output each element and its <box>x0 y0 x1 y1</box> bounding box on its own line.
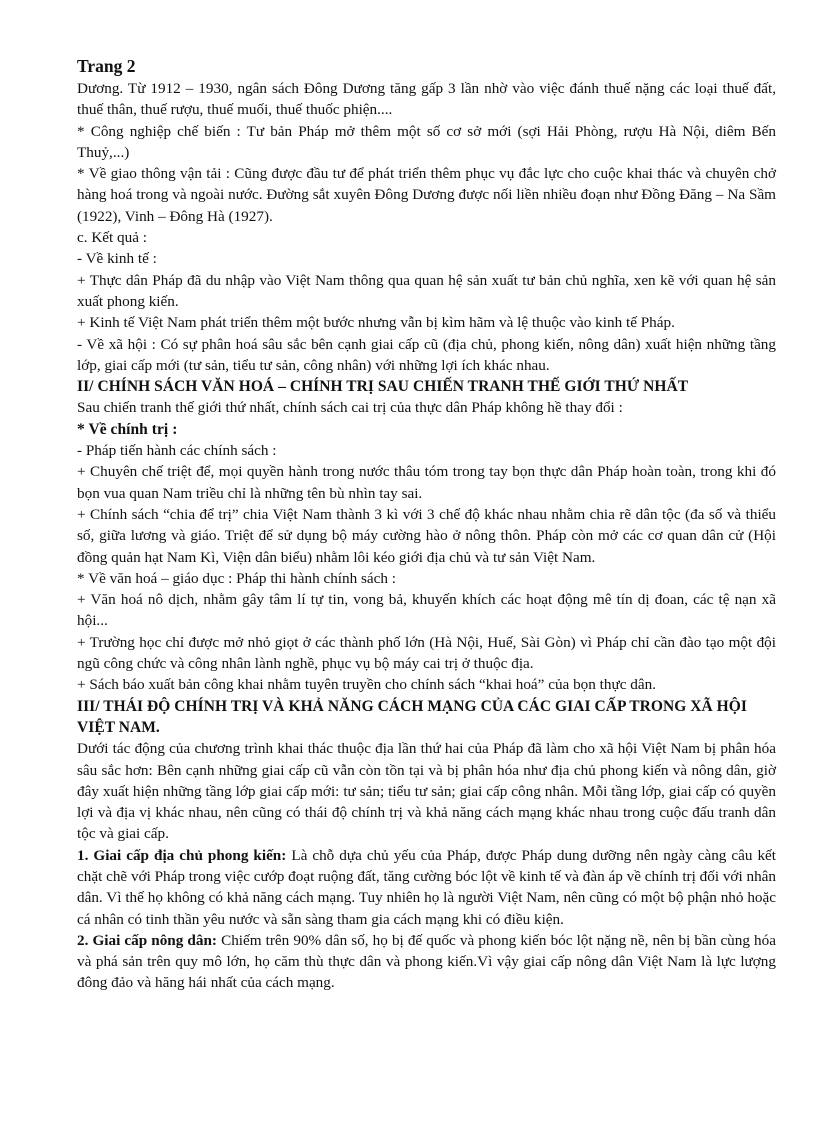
section-heading: II/ CHÍNH SÁCH VĂN HOÁ – CHÍNH TRỊ SAU CHIẾN TRANH THẾ GIỚI THỨ NHẤT <box>77 378 689 396</box>
paragraph-text: Là chỗ dựa chủ yếu của Pháp, được Pháp dung dưỡng nên ngày càng câu kết chặt chẽ với Pháp trong việc cướp đoạt ruộng đất, tăng cường bóc lột về kinh tế và đàn áp về chính trị đối với nhân dân. Vì thế họ không có khả năng cách mạng. Tuy nhiên họ là người Việt Nam, nên cũng có một bộ phận nhỏ hoặc cá nhân có tinh thần yêu nước và sẵn sàng tham gia cách mạng khi có điều kiện. <box>77 846 776 928</box>
paragraph: + Thực dân Pháp đã du nhập vào Việt Nam thông qua quan hệ sản xuất tư bản chủ nghĩa, xen kẽ với quan hệ sản xuất phong kiến. <box>77 271 776 310</box>
paragraph: + Chính sách “chia để trị” chia Việt Nam thành 3 kì với 3 chế độ khác nhau nhằm chia rẽ dân tộc (đa số và thiểu số, giữa lương và giáo. Triệt để sử dụng bộ máy cường hào ở nông thôn. Pháp còn mở các cơ quan dân cử (Hội đồng quản hạt Nam Kì, Viện dân biểu) nhằm lôi kéo giới địa chủ và tư sản Việt Nam. <box>77 505 776 566</box>
paragraph-text: Chiếm trên 90% dân số, họ bị đế quốc và phong kiến bóc lột nặng nề, nên bị bần cùng hóa và phá sản trên quy mô lớn, họ căm thù thực dân và phong kiến.Vì vậy giai cấp nông dân Việt Nam là lực lượng đông đảo và hăng hái nhất của cách mạng. <box>77 931 776 992</box>
paragraph-lead: 2. Giai cấp nông dân: <box>77 931 217 949</box>
paragraph-lead: 1. Giai cấp địa chủ phong kiến: <box>77 846 287 864</box>
lead-paragraph <box>77 930 776 994</box>
paragraph: Dương. Từ 1912 – 1930, ngân sách Đông Dương tăng gấp 3 lần nhờ vào việc đánh thuế nặng các loại thuế đất, thuế thân, thuế rượu, thuế muối, thuế thuốc phiện.... <box>77 80 776 119</box>
paragraph: - Về kinh tế : <box>77 250 157 268</box>
paragraph: + Văn hoá nô dịch, nhằm gây tâm lí tự tin, vong bả, khuyến khích các hoạt động mê tín dị đoan, các tệ nạn xã hội... <box>77 591 776 630</box>
document-body <box>77 78 776 994</box>
paragraph: - Về xã hội : Có sự phân hoá sâu sắc bên cạnh giai cấp cũ (địa chủ, phong kiến, nông dân) xuất hiện những tầng lớp, giai cấp mới (tư sản, tiểu tư sản, công nhân) với những lợi ích khác nhau. <box>77 335 776 374</box>
paragraph: - Pháp tiến hành các chính sách : <box>77 442 277 460</box>
page-title: Trang 2 <box>77 56 136 76</box>
paragraph: * Công nghiệp chế biến : Tư bản Pháp mở thêm một số cơ sở mới (sợi Hải Phòng, rượu Hà Nội, diêm Bến Thuỷ,...) <box>77 122 776 161</box>
paragraph: + Sách báo xuất bản công khai nhằm tuyên truyền cho chính sách “khai hoá” của bọn thực dân. <box>77 676 656 694</box>
paragraph: + Chuyên chế triệt để, mọi quyền hành trong nước thâu tóm trong tay bọn thực dân Pháp hoàn toàn, trong khi đó bọn vua quan Nam triều chỉ là những tên bù nhìn tay sai. <box>77 463 776 502</box>
paragraph: + Kinh tế Việt Nam phát triển thêm một bước nhưng vẫn bị kìm hãm và lệ thuộc vào kinh tế Pháp. <box>77 314 675 332</box>
paragraph: Dưới tác động của chương trình khai thác thuộc địa lần thứ hai của Pháp đã làm cho xã hội Việt Nam bị phân hóa sâu sắc hơn: Bên cạnh những giai cấp cũ vẫn còn tồn tại và bị phân hóa như địa chủ phong kiến và nông dân, giờ đây xuất hiện những tầng lớp giai cấp mới: tư sản; tiểu tư sản; giai cấp công nhân. Mỗi tầng lớp, giai cấp có quyền lợi và địa vị khác nhau, nên cũng có thái độ chính trị và khả năng cách mạng khác nhau trong cuộc đấu tranh dân tộc và giai cấp. <box>77 740 776 843</box>
paragraph: * Về văn hoá – giáo dục : Pháp thi hành chính sách : <box>77 569 397 587</box>
lead-paragraph <box>77 845 776 930</box>
section-heading: III/ THÁI ĐỘ CHÍNH TRỊ VÀ KHẢ NĂNG CÁCH MẠNG CỦA CÁC GIAI CẤP TRONG XÃ HỘI VIỆT NAM. <box>77 697 747 736</box>
paragraph: c. Kết quả : <box>77 229 148 247</box>
paragraph: + Trường học chỉ được mở nhỏ giọt ở các thành phố lớn (Hà Nội, Huế, Sài Gòn) vì Pháp chỉ cần đào tạo một đội ngũ công chức và công nhân lành nghề, phục vụ bộ máy cai trị ở thuộc địa. <box>77 633 776 673</box>
section-heading: * Về chính trị : <box>77 420 178 438</box>
paragraph: * Về giao thông vận tải : Cũng được đầu tư để phát triển thêm phục vụ đắc lực cho cuộc khai thác và chuyên chở hàng hoá trong và ngoài nước. Đường sắt xuyên Đông Dương được nối liền nhiều đoạn như Đồng Đăng – Na Sầm (1922), Vinh – Đông Hà (1927). <box>77 165 776 225</box>
paragraph: Sau chiến tranh thế giới thứ nhất, chính sách cai trị của thực dân Pháp không hề thay đổi : <box>77 399 623 417</box>
